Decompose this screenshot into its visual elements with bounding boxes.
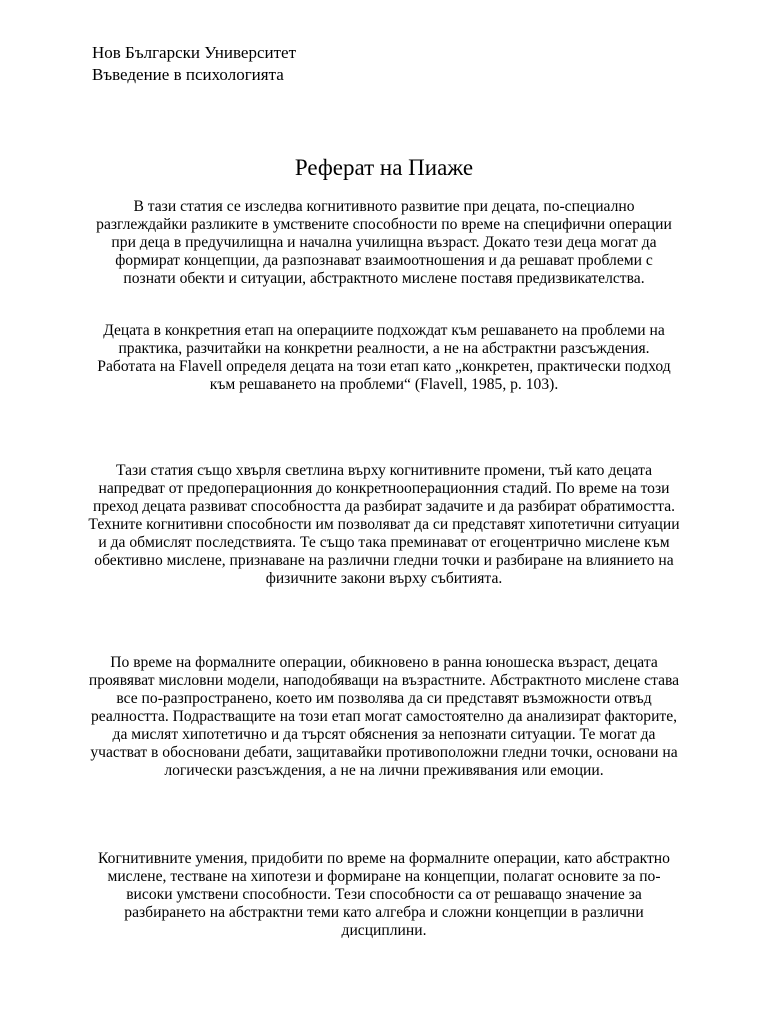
- paragraph-2: Децата в конкретния етап на операциите подхождат към решаването на проблеми на практика, разчитайки на конкретни реалности, а не на абстрактни разсъждения. Работата на Flavell определя децата на този етап като „конкретен, практически подход към решаването на проблеми“ (Flavell, 1985, p. 103).: [97, 322, 671, 393]
- paragraph-4: По време на формалните операции, обикновено в ранна юношеска възраст, децата проявяват мисловни модели, наподобяващи на възрастните. Абстрактното мислене става все по-разпространено, което им позволява да си представят възможности отвъд реалността. Подрастващите на този етап могат самостоятелно да анализират факторите, да мислят хипотетично и да търсят обяснения за непознати ситуации. Те могат да участват в обосновани дебати, защитавайки противоположни гледни точки, основани на логически разсъждения, а не на лични преживявания или емоции.: [88, 654, 680, 779]
- document-header: [92, 42, 296, 86]
- document-title: Реферат на Пиаже: [294, 155, 474, 180]
- university-name: Нов Български Университет: [92, 43, 297, 62]
- course-name: Въведение в психологията: [92, 65, 284, 84]
- paragraph-1: В тази статия се изследва когнитивното развитие при децата, по-специално разглеждайки разликите в умствените способности по време на специфични операции при деца в предучилищна и начална училищна възраст. Докато тези деца могат да формират концепции, да разпознават взаимоотношения и да решават проблеми с познати обекти и ситуации, абстрактното мислене поставя предизвикателства.: [96, 198, 672, 287]
- paragraph-5: Когнитивните умения, придобити по време на формалните операции, като абстрактно мислене, тестване на хипотези и формиране на концепции, полагат основите за по-високи умствени способности. Тези способности са от решаващо значение за разбирането на абстрактни теми като алгебра и сложни концепции в различни дисциплини.: [98, 850, 670, 939]
- paragraph-3: Тази статия също хвърля светлина върху когнитивните промени, тъй като децата напредват от предоперационния до конкретнооперационния стадий. По време на този преход децата развиват способността да разбират задачите и да разбират обратимостта. Техните когнитивни способности им позволяват да си представят хипотетични ситуации и да обмислят последствията. Те също така преминават от егоцентрично мислене към обективно мислене, признаване на различни гледни точки и разбиране на влиянието на физичните закони върху събитията.: [88, 462, 680, 587]
